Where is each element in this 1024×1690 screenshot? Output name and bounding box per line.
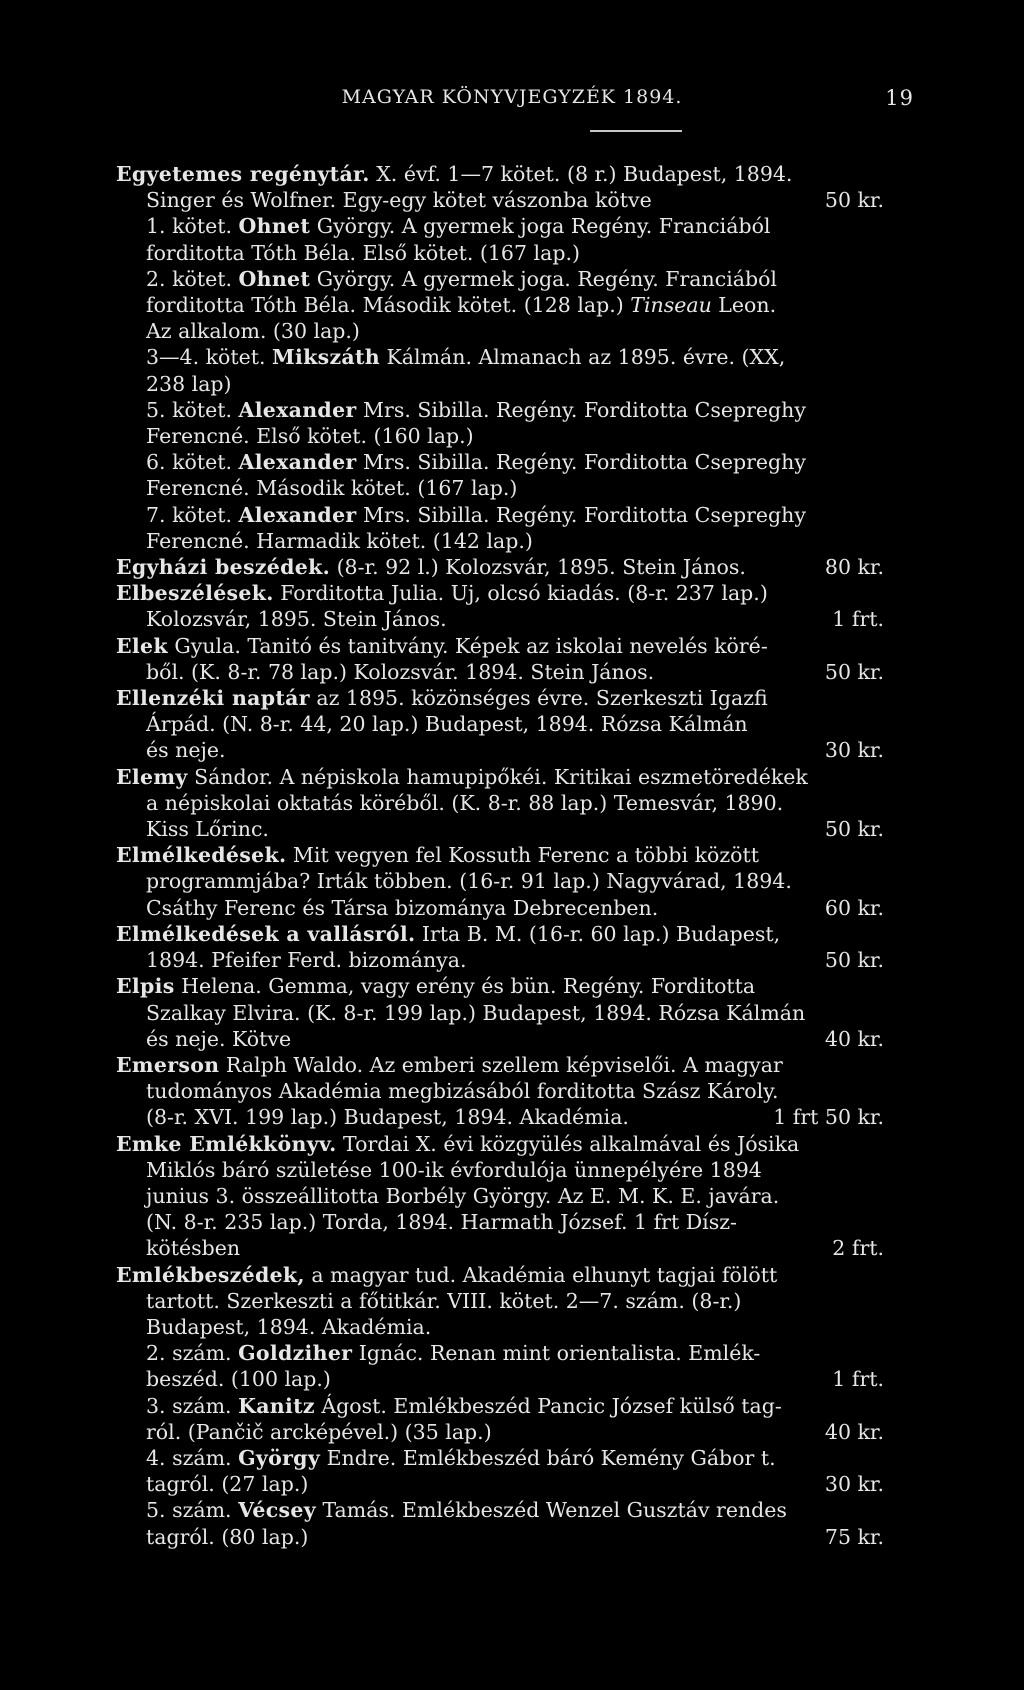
entry-text: Tamás. Emlékbeszéd Wenzel Gusztáv rendes [315, 1498, 787, 1523]
catalog-line [116, 1471, 884, 1497]
line-text [116, 554, 746, 580]
catalog-line [116, 895, 884, 921]
entry-text: és neje. Kötve [146, 1026, 292, 1051]
entry-text: beszéd. (100 lap.) [146, 1367, 331, 1392]
entry-text: kötésben [146, 1236, 241, 1261]
catalog-line [116, 816, 884, 842]
price: 1 frt 50 kr. [773, 1105, 884, 1130]
line-text [146, 1471, 308, 1497]
line-text [146, 659, 654, 685]
line-text [146, 1366, 331, 1392]
entry-text: Ferencné. Harmadik kötet. (142 lap.) [146, 528, 533, 553]
header-rule [590, 130, 682, 132]
price: 60 kr. [824, 895, 884, 920]
entry-heading: Emke Emlékkönyv. [116, 1131, 337, 1156]
catalog-line [116, 973, 884, 999]
line-text [146, 1026, 291, 1052]
running-header [110, 86, 914, 116]
entry-text: forditotta Tóth Béla. Második kötet. (128 lap.) [146, 293, 631, 318]
entry-text: Budapest, 1894. Akadémia. [146, 1314, 432, 1339]
catalog-line [116, 580, 884, 606]
catalog-line [116, 1497, 884, 1523]
catalog-line [116, 240, 884, 266]
entry-text: Mrs. Sibilla. Regény. Forditotta Csepreghy [356, 397, 806, 422]
line-text [146, 187, 652, 213]
entry-text: György. A gyermek joga Regény. Franciából [310, 214, 771, 239]
entry-heading: Kanitz [238, 1393, 315, 1418]
price: 50 kr. [824, 659, 884, 684]
price: 2 frt. [832, 1236, 884, 1261]
catalog-line [116, 1235, 884, 1261]
line-text [146, 816, 269, 842]
entry-text: Kolozsvár, 1895. Stein János. [146, 607, 447, 632]
entry-heading: Egyetemes regénytár. [116, 162, 370, 186]
entry-heading: György [238, 1445, 321, 1470]
entry-text: (8-r. 92 l.) Kolozsvár, 1895. Stein János. [330, 555, 746, 580]
catalog-line [116, 1524, 884, 1550]
entry-text: Ferencné. Első kötet. (160 lap.) [146, 424, 474, 449]
catalog-line [116, 502, 884, 528]
entry-text: Árpád. (N. 8-r. 44, 20 lap.) Budapest, 1894. Rózsa Kálmán [146, 712, 748, 737]
catalog-line [116, 292, 884, 318]
price: 1 frt. [832, 1367, 884, 1392]
price: 50 kr. [824, 188, 884, 213]
entry-heading: Elpis [116, 974, 175, 999]
catalog-line [116, 659, 884, 685]
catalog-line [116, 790, 884, 816]
entry-text: Ralph Waldo. Az emberi szellem képviselői. A magyar [219, 1052, 783, 1077]
entry-text: Az alkalom. (30 lap.) [146, 319, 360, 344]
entry-text: a magyar tud. Akadémia elhunyt tagjai fölött [304, 1262, 778, 1287]
catalog-line [116, 371, 884, 397]
entry-text: Mrs. Sibilla. Regény. Forditotta Csepreghy [356, 502, 806, 527]
entry-text: Kiss Lőrinc. [146, 817, 269, 842]
catalog-entries [116, 161, 884, 1550]
entry-text: Singer és Wolfner. Egy-egy kötet vászonba kötve [146, 188, 652, 213]
catalog-line [116, 685, 884, 711]
entry-text: és neje. [146, 738, 226, 763]
line-text [146, 1419, 492, 1445]
entry-heading: Mikszáth [272, 345, 380, 370]
catalog-line [116, 1000, 884, 1026]
entry-heading: Ellenzéki naptár [116, 686, 310, 711]
catalog-line [116, 737, 884, 763]
entry-heading: Emlékbeszédek, [116, 1262, 305, 1287]
entry-text: Ignác. Renan mint orientalista. Emlék- [352, 1341, 761, 1366]
entry-text: György. A gyermek joga. Regény. Franciából [310, 266, 777, 291]
entry-heading: Elek [116, 633, 168, 658]
catalog-line [116, 1445, 884, 1471]
catalog-line [116, 1183, 884, 1209]
entry-text: Miklós báró születése 100-ik évfordulója ünnepélyére 1894 [146, 1157, 762, 1182]
catalog-line [116, 1262, 884, 1288]
catalog-line [116, 1078, 884, 1104]
entry-text: tagról. (80 lap.) [146, 1524, 309, 1549]
italic-name: Tinseau [630, 293, 712, 318]
entry-text: (8-r. XVI. 199 lap.) Budapest, 1894. Akadémia. [146, 1105, 629, 1130]
entry-text: 3—4. kötet. [146, 345, 273, 370]
entry-text: ből. (K. 8-r. 78 lap.) Kolozsvár. 1894. Stein János. [146, 659, 655, 684]
entry-heading: Egyházi beszédek. [116, 555, 331, 580]
price: 40 kr. [824, 1026, 884, 1051]
catalog-line [116, 606, 884, 632]
entry-text: 4. szám. [146, 1445, 239, 1470]
entry-text: junius 3. összeállitotta Borbély György. Az E. M. K. E. javára. [146, 1183, 780, 1208]
catalog-line [116, 449, 884, 475]
entry-text: tagról. (27 lap.) [146, 1472, 309, 1497]
catalog-line [116, 397, 884, 423]
catalog-line [116, 1314, 884, 1340]
price: 80 kr. [824, 555, 884, 580]
catalog-line [116, 764, 884, 790]
line-text [146, 606, 447, 632]
catalog-line [116, 1209, 884, 1235]
price: 75 kr. [824, 1524, 884, 1549]
catalog-line [116, 1366, 884, 1392]
price: 50 kr. [824, 817, 884, 842]
catalog-line [116, 1026, 884, 1052]
catalog-line [116, 1104, 884, 1130]
page-title: MAGYAR KÖNYVJEGYZÉK 1894. [341, 86, 683, 108]
entry-text: a népiskolai oktatás köréből. (K. 8-r. 88 lap.) Temesvár, 1890. [146, 790, 784, 815]
entry-heading: Ohnet [238, 266, 311, 291]
catalog-line [116, 187, 884, 213]
entry-heading: Alexander [238, 397, 357, 422]
entry-text: Mrs. Sibilla. Regény. Forditotta Csepreghy [356, 450, 806, 475]
catalog-line [116, 842, 884, 868]
entry-text: Mit vegyen fel Kossuth Ferenc a többi között [286, 843, 759, 868]
catalog-line [116, 213, 884, 239]
entry-text: 1894. Pfeifer Ferd. bizománya. [146, 948, 467, 973]
entry-text: tudományos Akadémia megbizásából forditotta Szász Károly. [146, 1079, 779, 1104]
entry-heading: Ohnet [238, 214, 311, 239]
catalog-line [116, 266, 884, 292]
price: 50 kr. [824, 948, 884, 973]
line-text [146, 1235, 240, 1261]
entry-text: 6. kötet. [146, 450, 239, 475]
catalog-line [116, 921, 884, 947]
catalog-line [116, 1131, 884, 1157]
catalog-line [116, 318, 884, 344]
catalog-line [116, 554, 884, 580]
catalog-line [116, 475, 884, 501]
entry-text: 5. kötet. [146, 397, 239, 422]
line-text [146, 895, 658, 921]
catalog-line [116, 161, 884, 187]
line-text [146, 737, 226, 763]
entry-text: 7. kötet. [146, 502, 239, 527]
entry-text: (N. 8-r. 235 lap.) Torda, 1894. Harmath József. 1 frt Dísz- [146, 1210, 737, 1235]
entry-text: Ferencné. Második kötet. (167 lap.) [146, 476, 518, 501]
entry-text: 1. kötet. [146, 214, 239, 239]
entry-text: Sándor. A népiskola hamupipőkéi. Kritikai eszmetöredékek [187, 764, 808, 789]
entry-text: Irta B. M. (16-r. 60 lap.) Budapest, [415, 921, 781, 946]
entry-heading: Elbeszélések. [116, 581, 274, 606]
entry-text: Endre. Emlékbeszéd báró Kemény Gábor t. [320, 1445, 776, 1470]
entry-text: ról. (Pančič arcképével.) (35 lap.) [146, 1419, 492, 1444]
entry-text: 238 lap) [146, 371, 232, 396]
entry-text: forditotta Tóth Béla. Első kötet. (167 lap.) [146, 240, 580, 265]
catalog-line [116, 1288, 884, 1314]
entry-heading: Elmélkedések. [116, 843, 287, 868]
price: 40 kr. [824, 1419, 884, 1444]
catalog-line [116, 528, 884, 554]
entry-heading: Goldziher [238, 1341, 353, 1366]
entry-text: Ágost. Emlékbeszéd Pancic József külső tag- [314, 1393, 782, 1418]
catalog-line [116, 1419, 884, 1445]
entry-text: Csáthy Ferenc és Társa bizománya Debrecenben. [146, 895, 659, 920]
entry-heading: Emerson [116, 1052, 220, 1077]
catalog-line [116, 344, 884, 370]
entry-text: Leon. [711, 293, 777, 318]
price: 1 frt. [832, 607, 884, 632]
entry-text: Kálmán. Almanach az 1895. évre. (XX, [379, 345, 786, 370]
entry-text: 5. szám. [146, 1498, 239, 1523]
entry-text: 2. szám. [146, 1341, 239, 1366]
catalog-line [116, 1393, 884, 1419]
catalog-line [116, 1052, 884, 1078]
entry-heading: Vécsey [238, 1498, 316, 1523]
price: 30 kr. [824, 1472, 884, 1497]
page-number: 19 [885, 86, 914, 110]
entry-text: X. évf. 1—7 kötet. (8 r.) Budapest, 1894. [369, 162, 793, 186]
entry-text: programmjába? Irták többen. (16-r. 91 lap.) Nagyvárad, 1894. [146, 869, 792, 894]
entry-text: 3. szám. [146, 1393, 239, 1418]
entry-heading: Alexander [238, 450, 357, 475]
entry-text: Helena. Gemma, vagy erény és bün. Regény. Forditotta [174, 974, 756, 999]
catalog-line [116, 868, 884, 894]
line-text [146, 947, 467, 973]
catalog-line [116, 947, 884, 973]
line-text [146, 1524, 308, 1550]
entry-text: Tordai X. évi közgyülés alkalmával és Jósika [336, 1131, 800, 1156]
catalog-line [116, 633, 884, 659]
entry-text: 2. kötet. [146, 266, 239, 291]
catalog-line [116, 1157, 884, 1183]
entry-heading: Alexander [238, 502, 357, 527]
entry-text: Forditotta Julia. Uj, olcsó kiadás. (8-r. 237 lap.) [273, 581, 768, 606]
catalog-line [116, 1340, 884, 1366]
entry-heading: Elmélkedések a vallásról. [116, 921, 416, 946]
catalog-line [116, 711, 884, 737]
line-text [146, 1104, 629, 1130]
price: 30 kr. [824, 738, 884, 763]
entry-text: az 1895. közönséges évre. Szerkeszti Igazfi [309, 686, 768, 711]
catalog-line [116, 423, 884, 449]
entry-text: tartott. Szerkeszti a főtitkár. VIII. kötet. 2—7. szám. (8-r.) [146, 1288, 742, 1313]
entry-text: Gyula. Tanitó és tanitvány. Képek az iskolai nevelés köré- [167, 633, 768, 658]
entry-heading: Elemy [116, 764, 188, 789]
entry-text: Szalkay Elvira. (K. 8-r. 199 lap.) Budapest, 1894. Rózsa Kálmán [146, 1000, 806, 1025]
